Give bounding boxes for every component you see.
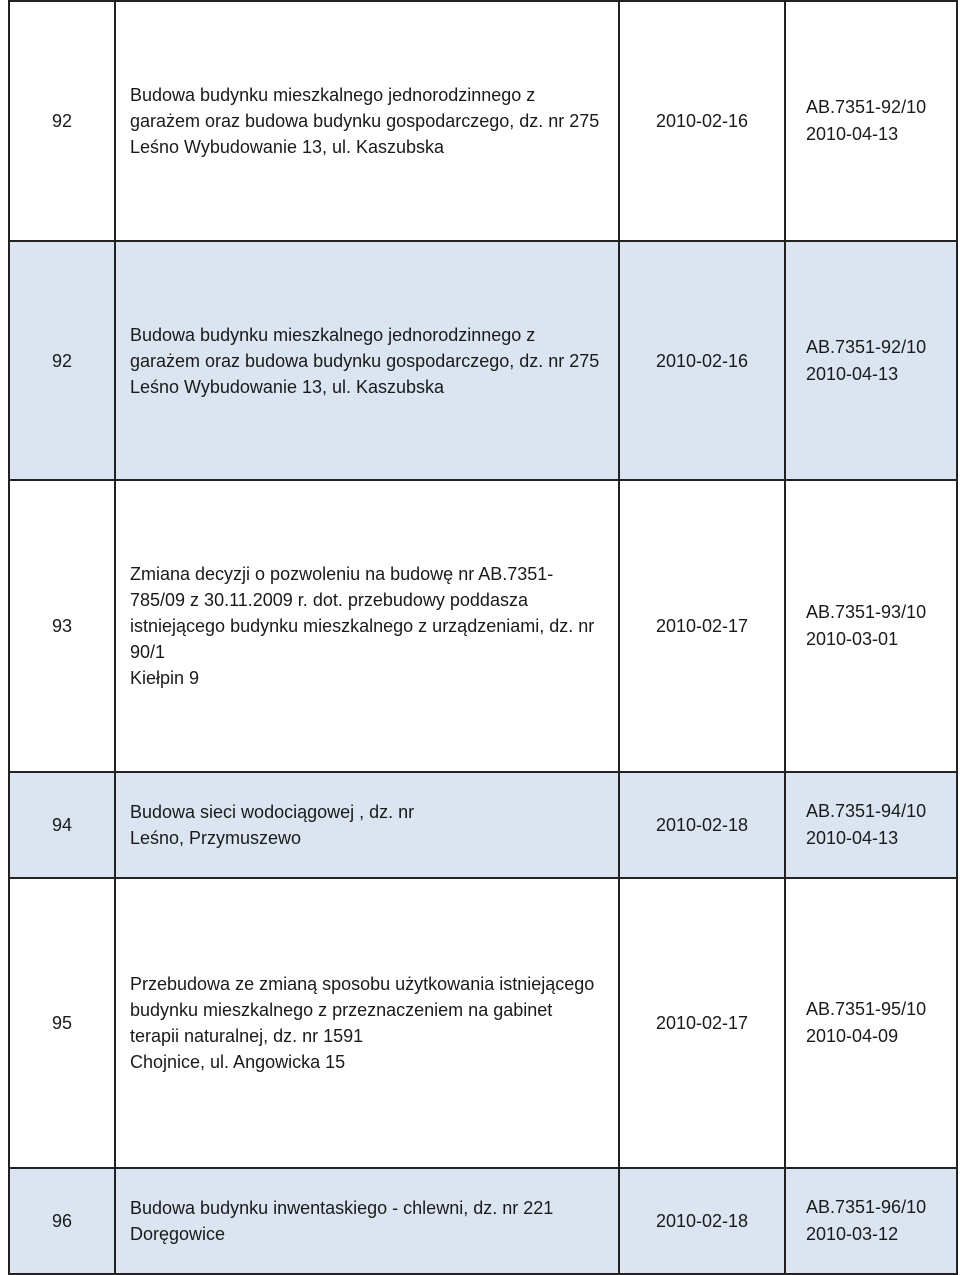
description-line: terapii naturalnej, dz. nr 1591 [130, 1026, 364, 1046]
row-reference [785, 241, 957, 480]
description-line: istniejącego budynku mieszkalnego z urządzeniami, dz. nr [130, 616, 595, 636]
permit-register-table [8, 0, 958, 1275]
description-line: Leśno Wybudowanie 13, ul. Kaszubska [130, 376, 445, 397]
reference-date: 2010-03-01 [806, 629, 899, 649]
row-number: 92 [9, 241, 115, 480]
row-description [115, 878, 619, 1168]
reference-number: AB.7351-96/10 [806, 1197, 927, 1217]
reference-date: 2010-04-09 [806, 1026, 899, 1046]
description-line: 90/1 [130, 642, 166, 662]
row-date: 2010-02-17 [619, 480, 785, 772]
description-line: budynku mieszkalnego z przeznaczeniem na gabinet [130, 1000, 553, 1020]
description-line: Przebudowa ze zmianą sposobu użytkowania istniejącego [130, 974, 595, 994]
row-description [115, 1168, 619, 1274]
row-number: 93 [9, 480, 115, 772]
description-line: Budowa sieci wodociągowej , dz. nr [130, 802, 415, 822]
description-line: Chojnice, ul. Angowicka 15 [130, 1052, 346, 1072]
description-line: Kiełpin 9 [130, 668, 200, 688]
reference-number: AB.7351-92/10 [806, 97, 927, 117]
reference-number: AB.7351-92/10 [806, 336, 927, 357]
row-date: 2010-02-17 [619, 878, 785, 1168]
description-line: Budowa budynku inwentaskiego - chlewni, dz. nr 221 [130, 1198, 554, 1218]
reference-date: 2010-04-13 [806, 363, 899, 384]
row-reference [785, 1168, 957, 1274]
row-date: 2010-02-18 [619, 772, 785, 878]
row-date: 2010-02-18 [619, 1168, 785, 1274]
table-row [9, 1, 957, 241]
reference-number: AB.7351-94/10 [806, 801, 927, 821]
reference-date: 2010-03-12 [806, 1224, 899, 1244]
row-description [115, 480, 619, 772]
row-number: 92 [9, 1, 115, 241]
row-number: 94 [9, 772, 115, 878]
row-number: 96 [9, 1168, 115, 1274]
table-row [9, 241, 957, 480]
table-row [9, 772, 957, 878]
table-row [9, 1168, 957, 1274]
row-description [115, 772, 619, 878]
description-line: garażem oraz budowa budynku gospodarczego, dz. nr 275 [130, 350, 600, 371]
description-line: Budowa budynku mieszkalnego jednorodzinnego z [130, 85, 536, 105]
row-date: 2010-02-16 [619, 1, 785, 241]
description-line: Zmiana decyzji o pozwoleniu na budowę nr AB.7351- [130, 564, 554, 584]
table-row [9, 480, 957, 772]
row-reference [785, 772, 957, 878]
table-row [9, 878, 957, 1168]
row-number: 95 [9, 878, 115, 1168]
description-line: Doręgowice [130, 1224, 226, 1244]
description-line: garażem oraz budowa budynku gospodarczego, dz. nr 275 [130, 111, 600, 131]
row-reference [785, 480, 957, 772]
row-reference [785, 878, 957, 1168]
row-description [115, 1, 619, 241]
reference-date: 2010-04-13 [806, 124, 899, 144]
reference-date: 2010-04-13 [806, 828, 899, 848]
row-description [115, 241, 619, 480]
reference-number: AB.7351-93/10 [806, 602, 927, 622]
description-line: Leśno, Przymuszewo [130, 828, 302, 848]
description-line: Budowa budynku mieszkalnego jednorodzinnego z [130, 324, 536, 345]
row-date: 2010-02-16 [619, 241, 785, 480]
reference-number: AB.7351-95/10 [806, 999, 927, 1019]
description-line: 785/09 z 30.11.2009 r. dot. przebudowy poddasza [130, 590, 528, 610]
row-reference [785, 1, 957, 241]
description-line: Leśno Wybudowanie 13, ul. Kaszubska [130, 137, 445, 157]
